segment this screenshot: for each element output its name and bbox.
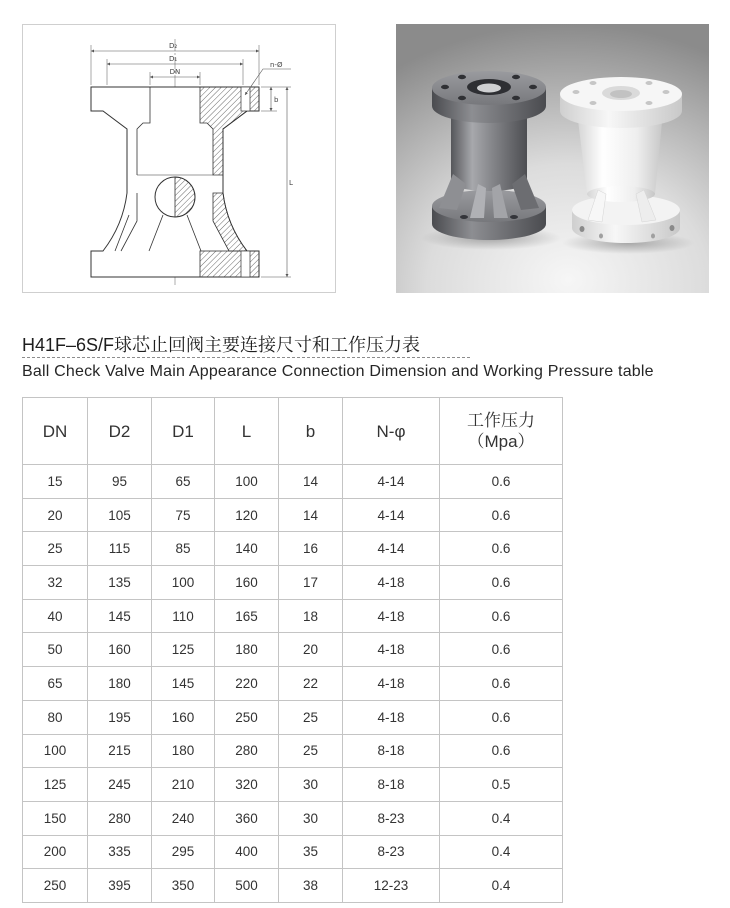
top-bolt-hole-section bbox=[241, 87, 250, 111]
cell-d2: 280 bbox=[88, 801, 152, 835]
grey-bolt-hole bbox=[458, 75, 466, 79]
table-row bbox=[23, 768, 563, 802]
cell-b: 35 bbox=[279, 835, 343, 869]
cell-d1: 75 bbox=[152, 498, 215, 532]
white-bolt-hole bbox=[573, 90, 580, 94]
white-bolt-hole bbox=[646, 81, 653, 85]
cell-b: 38 bbox=[279, 869, 343, 903]
cell-d2: 105 bbox=[88, 498, 152, 532]
cell-l: 140 bbox=[215, 532, 279, 566]
cell-n-phi: 8-18 bbox=[343, 768, 440, 802]
table-row bbox=[23, 566, 563, 600]
table-row bbox=[23, 465, 563, 499]
cell-pressure: 0.4 bbox=[440, 869, 563, 903]
cell-d2: 160 bbox=[88, 633, 152, 667]
bottom-bolt-hole-section bbox=[241, 251, 250, 277]
header-b: b bbox=[279, 398, 343, 465]
cell-d2: 215 bbox=[88, 734, 152, 768]
cell-dn: 40 bbox=[23, 599, 88, 633]
cell-b: 20 bbox=[279, 633, 343, 667]
cell-b: 30 bbox=[279, 768, 343, 802]
cell-pressure: 0.6 bbox=[440, 700, 563, 734]
table-row bbox=[23, 599, 563, 633]
cell-pressure: 0.6 bbox=[440, 465, 563, 499]
cell-b: 14 bbox=[279, 498, 343, 532]
cell-l: 320 bbox=[215, 768, 279, 802]
table-head bbox=[23, 398, 563, 465]
cell-dn: 32 bbox=[23, 566, 88, 600]
cell-d2: 195 bbox=[88, 700, 152, 734]
white-bolt-hole bbox=[651, 234, 655, 239]
cell-pressure: 0.6 bbox=[440, 667, 563, 701]
cell-d2: 95 bbox=[88, 465, 152, 499]
cell-dn: 15 bbox=[23, 465, 88, 499]
white-bore-inner bbox=[610, 90, 632, 98]
cell-pressure: 0.4 bbox=[440, 801, 563, 835]
white-bolt-hole bbox=[646, 101, 653, 105]
cell-l: 100 bbox=[215, 465, 279, 499]
cell-l: 280 bbox=[215, 734, 279, 768]
header-pressure-unit: （Mpa） bbox=[467, 432, 535, 451]
l-label: L bbox=[289, 179, 293, 187]
technical-drawing-panel bbox=[22, 24, 336, 293]
cell-pressure: 0.4 bbox=[440, 835, 563, 869]
white-bolt-hole bbox=[590, 101, 597, 105]
dn-label: DN bbox=[169, 68, 181, 76]
cell-d2: 395 bbox=[88, 869, 152, 903]
cell-d1: 210 bbox=[152, 768, 215, 802]
header-l: L bbox=[215, 398, 279, 465]
cell-d2: 335 bbox=[88, 835, 152, 869]
cell-n-phi: 4-18 bbox=[343, 700, 440, 734]
header-n-phi: N-φ bbox=[343, 398, 440, 465]
grey-bolt-hole bbox=[510, 215, 518, 219]
table-row bbox=[23, 667, 563, 701]
cell-b: 25 bbox=[279, 734, 343, 768]
cell-b: 22 bbox=[279, 667, 343, 701]
grey-bore-insert bbox=[477, 84, 501, 93]
header-dn: DN bbox=[23, 398, 88, 465]
table-row bbox=[23, 734, 563, 768]
cell-n-phi: 4-14 bbox=[343, 465, 440, 499]
cell-l: 360 bbox=[215, 801, 279, 835]
cell-l: 165 bbox=[215, 599, 279, 633]
cell-dn: 25 bbox=[23, 532, 88, 566]
cell-d2: 145 bbox=[88, 599, 152, 633]
cell-d2: 135 bbox=[88, 566, 152, 600]
cell-b: 18 bbox=[279, 599, 343, 633]
table-row bbox=[23, 835, 563, 869]
cell-n-phi: 4-18 bbox=[343, 633, 440, 667]
cell-dn: 250 bbox=[23, 869, 88, 903]
page-subtitle: Ball Check Valve Main Appearance Connection Dimension and Working Pressure table bbox=[22, 363, 654, 380]
cell-n-phi: 8-18 bbox=[343, 734, 440, 768]
cell-pressure: 0.6 bbox=[440, 633, 563, 667]
photo-background bbox=[396, 24, 709, 293]
cell-n-phi: 8-23 bbox=[343, 801, 440, 835]
cell-d1: 160 bbox=[152, 700, 215, 734]
cell-l: 180 bbox=[215, 633, 279, 667]
grey-bolt-hole bbox=[460, 215, 468, 219]
cell-dn: 150 bbox=[23, 801, 88, 835]
grey-bolt-hole bbox=[529, 85, 537, 89]
product-photo-panel bbox=[396, 24, 709, 293]
cell-d1: 100 bbox=[152, 566, 215, 600]
cell-dn: 125 bbox=[23, 768, 88, 802]
cell-b: 16 bbox=[279, 532, 343, 566]
spec-table bbox=[22, 397, 563, 903]
cell-b: 25 bbox=[279, 700, 343, 734]
cell-pressure: 0.6 bbox=[440, 599, 563, 633]
cell-d2: 180 bbox=[88, 667, 152, 701]
white-bolt-hole bbox=[580, 226, 585, 232]
cell-dn: 100 bbox=[23, 734, 88, 768]
d2-label: D₂ bbox=[169, 42, 178, 50]
cell-n-phi: 8-23 bbox=[343, 835, 440, 869]
white-bolt-hole bbox=[663, 90, 670, 94]
cell-l: 400 bbox=[215, 835, 279, 869]
header-pressure bbox=[440, 398, 563, 465]
cell-b: 14 bbox=[279, 465, 343, 499]
cell-d1: 180 bbox=[152, 734, 215, 768]
cell-d1: 240 bbox=[152, 801, 215, 835]
cell-d1: 65 bbox=[152, 465, 215, 499]
table-body bbox=[23, 465, 563, 903]
table-row bbox=[23, 801, 563, 835]
table-row bbox=[23, 633, 563, 667]
white-bolt-hole bbox=[599, 234, 603, 239]
cell-dn: 65 bbox=[23, 667, 88, 701]
d1-label: D₁ bbox=[169, 55, 178, 63]
b-label: b bbox=[274, 96, 279, 104]
cell-b: 30 bbox=[279, 801, 343, 835]
grey-bolt-hole bbox=[512, 75, 520, 79]
cell-d1: 125 bbox=[152, 633, 215, 667]
cell-n-phi: 4-14 bbox=[343, 532, 440, 566]
cell-n-phi: 4-18 bbox=[343, 599, 440, 633]
cell-l: 120 bbox=[215, 498, 279, 532]
cell-dn: 20 bbox=[23, 498, 88, 532]
n-hole-label: n-Ø bbox=[270, 61, 283, 69]
cell-l: 250 bbox=[215, 700, 279, 734]
table-header-row bbox=[23, 398, 563, 465]
cell-n-phi: 4-14 bbox=[343, 498, 440, 532]
cell-d1: 85 bbox=[152, 532, 215, 566]
cell-l: 500 bbox=[215, 869, 279, 903]
cell-pressure: 0.6 bbox=[440, 566, 563, 600]
header-d1: D1 bbox=[152, 398, 215, 465]
cell-dn: 80 bbox=[23, 700, 88, 734]
cell-pressure: 0.6 bbox=[440, 498, 563, 532]
grey-bolt-hole bbox=[512, 96, 520, 100]
white-bolt-hole bbox=[670, 225, 675, 231]
table-row bbox=[23, 869, 563, 903]
cell-d1: 295 bbox=[152, 835, 215, 869]
cell-dn: 200 bbox=[23, 835, 88, 869]
page-title: H41F–6S/F球芯止回阀主要连接尺寸和工作压力表 bbox=[22, 335, 421, 355]
grey-bolt-hole bbox=[441, 85, 449, 89]
table-row bbox=[23, 700, 563, 734]
grey-bolt-hole bbox=[458, 96, 466, 100]
valve-technical-drawing bbox=[23, 25, 335, 292]
cell-d1: 145 bbox=[152, 667, 215, 701]
cell-dn: 50 bbox=[23, 633, 88, 667]
white-bolt-hole bbox=[590, 81, 597, 85]
cell-l: 220 bbox=[215, 667, 279, 701]
cell-pressure: 0.6 bbox=[440, 734, 563, 768]
header-d2: D2 bbox=[88, 398, 152, 465]
cell-l: 160 bbox=[215, 566, 279, 600]
cell-b: 17 bbox=[279, 566, 343, 600]
cell-pressure: 0.5 bbox=[440, 768, 563, 802]
table-row bbox=[23, 532, 563, 566]
cell-d1: 350 bbox=[152, 869, 215, 903]
valve-product-photo bbox=[396, 24, 709, 293]
cell-d2: 115 bbox=[88, 532, 152, 566]
table-row bbox=[23, 498, 563, 532]
header-pressure-label: 工作压力 bbox=[467, 411, 535, 430]
cell-d1: 110 bbox=[152, 599, 215, 633]
cell-n-phi: 4-18 bbox=[343, 566, 440, 600]
cell-pressure: 0.6 bbox=[440, 532, 563, 566]
cell-n-phi: 12-23 bbox=[343, 869, 440, 903]
title-dashed-rule bbox=[22, 357, 470, 358]
cell-d2: 245 bbox=[88, 768, 152, 802]
cell-n-phi: 4-18 bbox=[343, 667, 440, 701]
